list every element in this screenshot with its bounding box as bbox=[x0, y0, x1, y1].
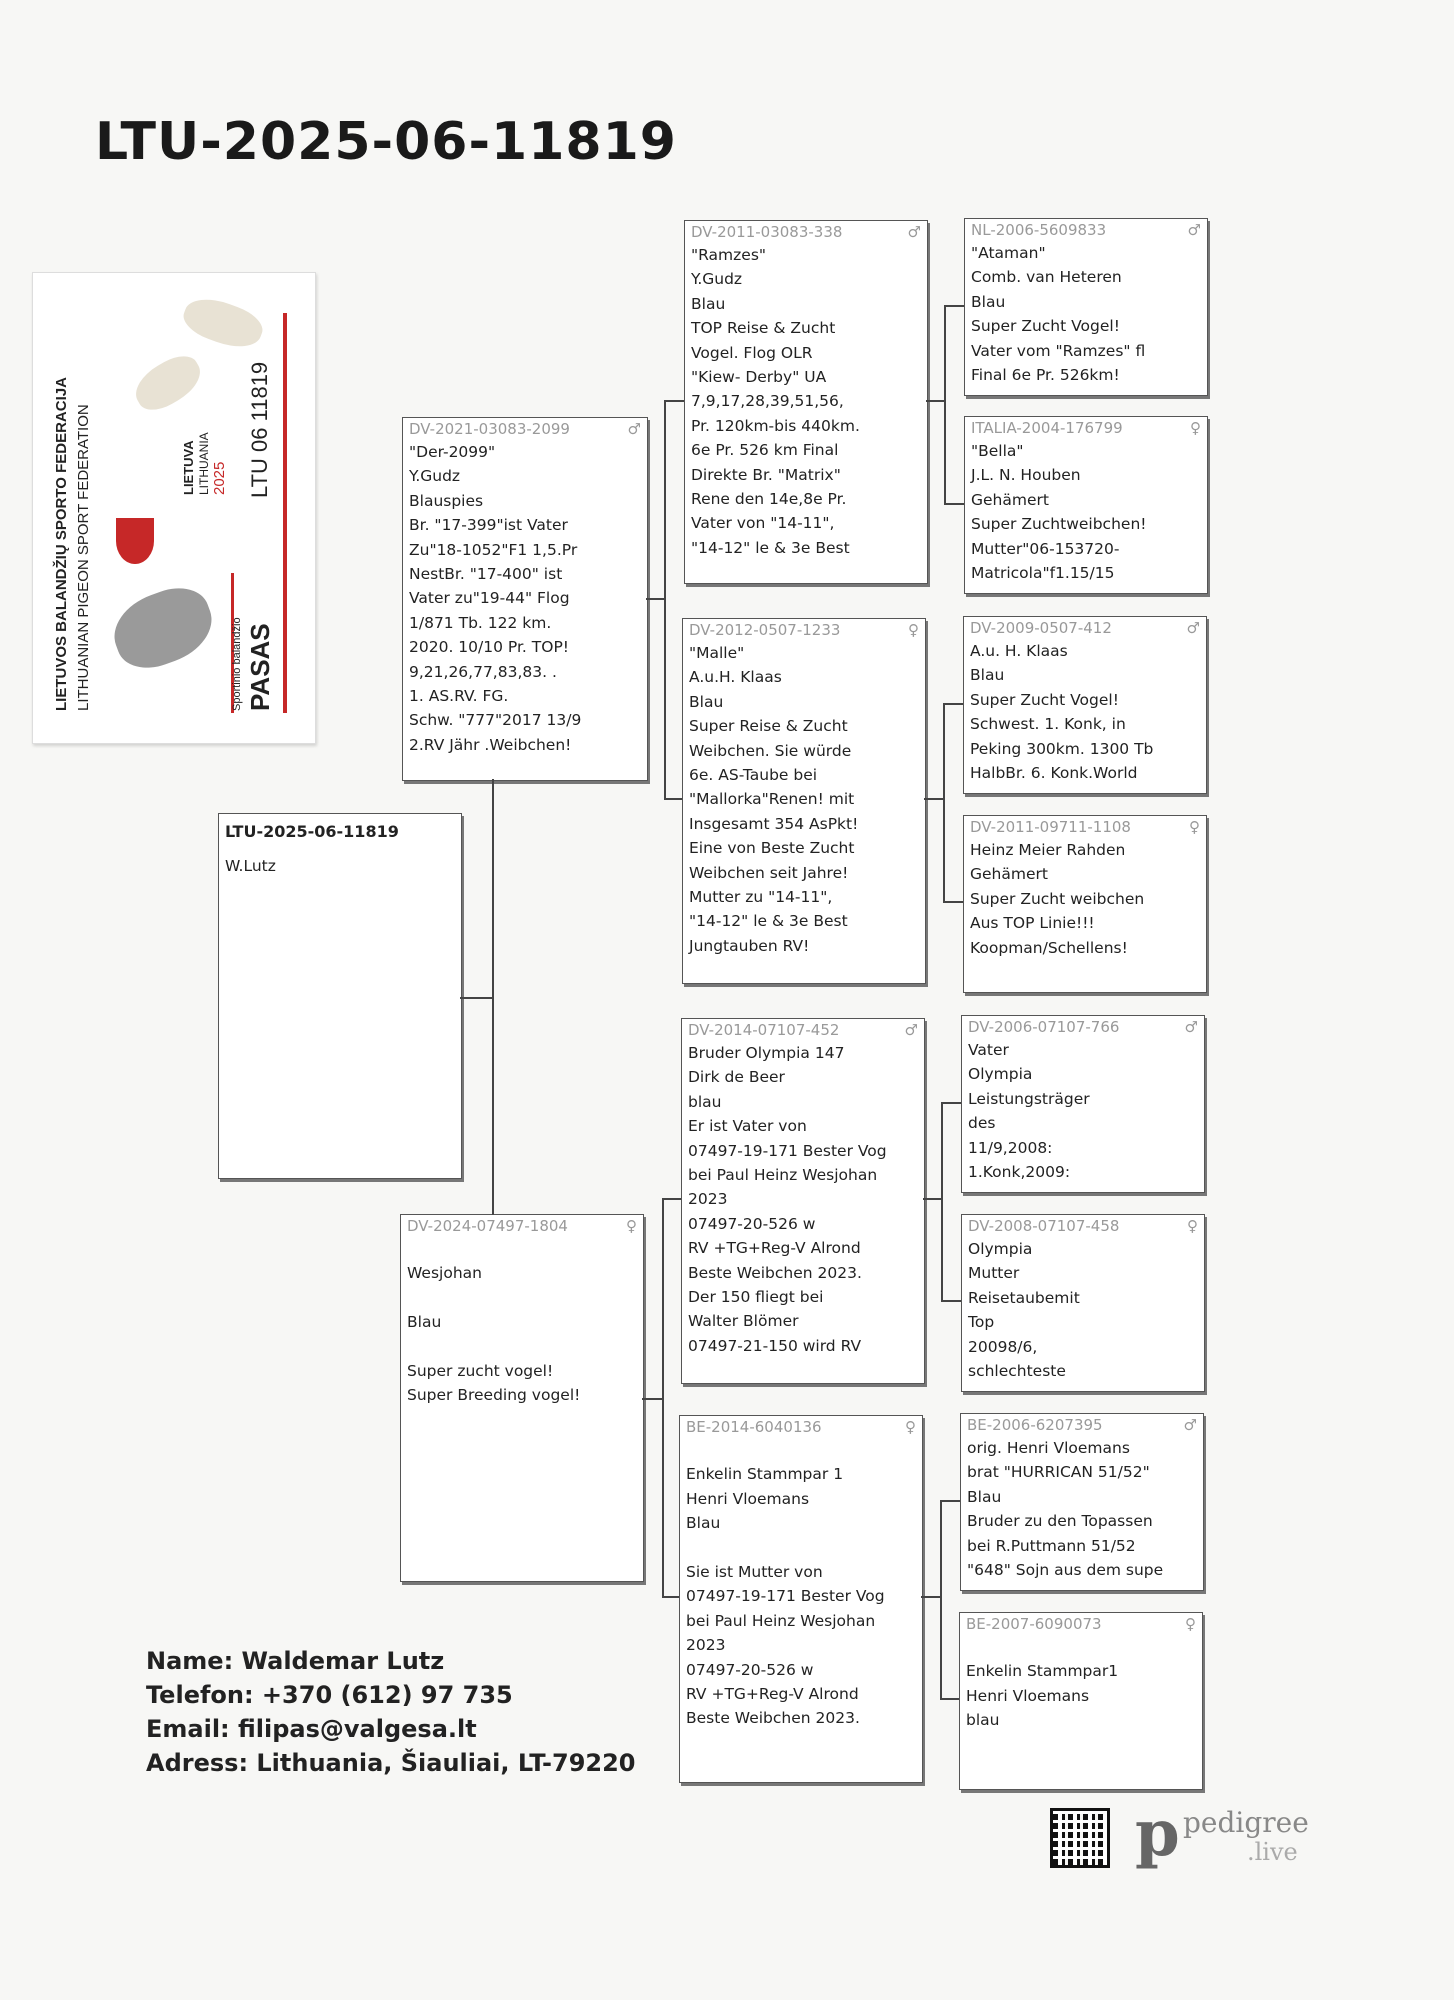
connector-line bbox=[941, 1102, 943, 1301]
contact-phone: Telefon: +370 (612) 97 735 bbox=[146, 1681, 513, 1709]
card-text bbox=[33, 273, 315, 743]
info-line: Schwest. 1. Konk, in bbox=[970, 715, 1126, 734]
ring-number: NL-2006-5609833 bbox=[971, 221, 1107, 239]
sex-icon: ♂ bbox=[907, 223, 921, 241]
info-line: Mutter bbox=[968, 1264, 1020, 1283]
info-line: Super zucht vogel! bbox=[407, 1361, 554, 1380]
info-line: "Bella" bbox=[971, 442, 1024, 460]
sex-icon: ♂ bbox=[904, 1021, 918, 1039]
info-line: Blau bbox=[971, 292, 1006, 311]
ring-number: DV-2011-03083-338 bbox=[691, 223, 843, 241]
dam-box[interactable] bbox=[400, 1214, 644, 1582]
info-line: Wesjohan bbox=[407, 1264, 482, 1283]
doc-subtitle: Sportinio balandžio bbox=[231, 617, 243, 711]
info-line: Blau bbox=[686, 1514, 721, 1533]
info-line: Direkte Br. "Matrix" bbox=[691, 465, 841, 484]
sex-icon: ♀ bbox=[1190, 419, 1201, 437]
sire-box[interactable] bbox=[402, 417, 648, 781]
info-line: 07497-20-526 w bbox=[688, 1214, 816, 1233]
sex-icon: ♂ bbox=[1184, 1018, 1198, 1036]
doc-title: PASAS bbox=[245, 623, 275, 711]
info-line: Blauspies bbox=[409, 491, 484, 510]
ring-header bbox=[965, 219, 1207, 241]
info-line: Bruder Olympia 147 bbox=[688, 1044, 845, 1062]
info-line: HalbBr. 6. Konk.World bbox=[970, 764, 1138, 783]
ring-header bbox=[960, 1613, 1202, 1635]
info-line: Rene den 14e,8e Pr. bbox=[691, 490, 847, 509]
info-line: bei Paul Heinz Wesjohan bbox=[688, 1166, 878, 1185]
connector-line bbox=[924, 798, 943, 800]
pedigree-live-logo[interactable] bbox=[1135, 1796, 1310, 1872]
info-line: Vater von "14-11", bbox=[691, 514, 835, 533]
ring-header bbox=[403, 418, 647, 440]
page-title: LTU-2025-06-11819 bbox=[95, 112, 677, 172]
contact-address: Adress: Lithuania, Šiauliai, LT-79220 bbox=[146, 1749, 636, 1777]
info-line: "Malle" bbox=[689, 644, 745, 662]
info-line: Heinz Meier Rahden bbox=[970, 841, 1126, 859]
dd-sire-box[interactable] bbox=[960, 1413, 1204, 1591]
sex-icon: ♀ bbox=[1187, 1217, 1198, 1235]
ring-header bbox=[964, 617, 1206, 639]
info-line: Aus TOP Linie!!! bbox=[970, 914, 1095, 933]
info-line: Super Zucht Vogel! bbox=[970, 690, 1119, 709]
logo-suffix: .live bbox=[1247, 1838, 1298, 1866]
info-line: Eine von Beste Zucht bbox=[689, 839, 855, 858]
info-line: 1.Konk,2009: bbox=[968, 1163, 1071, 1182]
info-line: schlechteste bbox=[968, 1362, 1066, 1381]
info-line bbox=[966, 1635, 1196, 1659]
connector-line bbox=[941, 1102, 961, 1104]
sex-icon: ♂ bbox=[1186, 619, 1200, 637]
dam-sire-box[interactable] bbox=[681, 1018, 925, 1384]
info-line: Pr. 120km-bis 440km. bbox=[691, 416, 860, 435]
info-line: Super Reise & Zucht bbox=[689, 717, 848, 736]
connector-line bbox=[923, 1198, 941, 1200]
info-line: Weibchen seit Jahre! bbox=[689, 863, 849, 882]
info-line: Gehämert bbox=[971, 490, 1049, 509]
info-line: Olympia bbox=[968, 1065, 1033, 1084]
ring-header bbox=[962, 1215, 1204, 1237]
info-line: Vater vom "Ramzes" fl bbox=[971, 341, 1146, 360]
passport-card bbox=[32, 272, 316, 744]
year: 2025 bbox=[211, 461, 228, 495]
info-line: Der 150 fliegt bei bbox=[688, 1288, 824, 1307]
ring-number: BE-2014-6040136 bbox=[686, 1418, 822, 1436]
connector-line bbox=[460, 997, 493, 999]
info-line: 9,21,26,77,83,83. . bbox=[409, 662, 557, 681]
country-en: LITHUANIA bbox=[197, 432, 211, 495]
connector-line bbox=[940, 1500, 942, 1699]
ring-header bbox=[680, 1416, 922, 1438]
info-line: 2.RV Jähr .Weibchen! bbox=[409, 735, 572, 754]
connector-line bbox=[664, 400, 666, 800]
subject-box[interactable] bbox=[218, 813, 462, 1179]
sex-icon: ♀ bbox=[905, 1418, 916, 1436]
info-line: NestBr. "17-400" ist bbox=[409, 565, 563, 584]
info-line: "14-12" le & 3e Best bbox=[691, 538, 850, 557]
ring-number: BE-2006-6207395 bbox=[967, 1416, 1103, 1434]
connector-line bbox=[664, 400, 684, 402]
connector-line bbox=[662, 1198, 681, 1200]
connector-line bbox=[662, 1596, 679, 1598]
info-line: 2023 bbox=[686, 1636, 726, 1655]
ring-number: DV-2024-07497-1804 bbox=[407, 1217, 568, 1235]
info-line: Blau bbox=[967, 1487, 1002, 1506]
connector-line bbox=[940, 1500, 960, 1502]
info-line: 07497-21-150 wird RV bbox=[688, 1336, 862, 1355]
ring-header bbox=[683, 619, 925, 641]
info-line: Mutter zu "14-11", bbox=[689, 888, 833, 907]
ds-dam-box[interactable] bbox=[961, 1214, 1205, 1392]
ring-header bbox=[685, 221, 927, 243]
ring-number: ITALIA-2004-176799 bbox=[971, 419, 1123, 437]
info-line: 11/9,2008: bbox=[968, 1138, 1053, 1157]
info-line: Vater zu"19-44" Flog bbox=[409, 589, 570, 608]
info-line: "Ramzes" bbox=[691, 246, 767, 264]
connector-line bbox=[642, 1398, 662, 1400]
info-line: "Ataman" bbox=[971, 244, 1046, 262]
sex-icon: ♀ bbox=[908, 621, 919, 639]
info-line: Gehämert bbox=[970, 865, 1048, 884]
logo-text: pedigree bbox=[1183, 1806, 1309, 1839]
info-line: Super Breeding vogel! bbox=[407, 1386, 581, 1405]
info-line: 2023 bbox=[688, 1190, 728, 1209]
info-line: A.u.H. Klaas bbox=[689, 668, 782, 687]
info-line: des bbox=[968, 1114, 996, 1133]
ring-number: DV-2021-03083-2099 bbox=[409, 420, 570, 438]
federation-name-en: LITHUANIAN PIGEON SPORT FEDERATION bbox=[75, 404, 92, 711]
ring-header bbox=[401, 1215, 643, 1237]
info-line: Blau bbox=[691, 294, 726, 313]
info-line: 6e. AS-Taube bei bbox=[689, 766, 818, 785]
ring-number: DV-2011-09711-1108 bbox=[970, 818, 1131, 836]
contact-email: Email: filipas@valgesa.lt bbox=[146, 1715, 477, 1743]
ds-sire-box[interactable] bbox=[961, 1015, 1205, 1193]
info-line: Enkelin Stammpar 1 bbox=[686, 1465, 844, 1484]
ring-header bbox=[964, 816, 1206, 838]
info-line: Beste Weibchen 2023. bbox=[686, 1709, 860, 1728]
info-line: Super Zucht Vogel! bbox=[971, 317, 1120, 336]
info-line: "Kiew- Derby" UA bbox=[691, 368, 827, 387]
ring-number: LTU 06 11819 bbox=[247, 361, 272, 498]
info-line: Er ist Vater von bbox=[688, 1117, 807, 1136]
info-line: Vogel. Flog OLR bbox=[691, 343, 813, 362]
info-line: Peking 300km. 1300 Tb bbox=[970, 739, 1154, 758]
info-line bbox=[407, 1335, 637, 1359]
info-line: Top bbox=[968, 1313, 995, 1332]
info-line bbox=[686, 1536, 916, 1560]
info-line: Beste Weibchen 2023. bbox=[688, 1263, 862, 1282]
info-line: Koopman/Schellens! bbox=[970, 938, 1128, 957]
info-line: Super Zucht weibchen bbox=[970, 889, 1145, 908]
connector-line bbox=[943, 901, 963, 903]
ss-dam-box[interactable] bbox=[964, 416, 1208, 594]
info-line: Dirk de Beer bbox=[688, 1068, 785, 1087]
sex-icon: ♀ bbox=[626, 1217, 637, 1235]
dd-dam-box[interactable] bbox=[959, 1612, 1203, 1790]
contact-info bbox=[146, 1644, 636, 1780]
connector-line bbox=[944, 305, 946, 504]
connector-line bbox=[926, 400, 944, 402]
info-line: A.u. H. Klaas bbox=[970, 642, 1068, 660]
info-line: Weibchen. Sie würde bbox=[689, 741, 852, 760]
ring-header bbox=[962, 1016, 1204, 1038]
info-line: Jungtauben RV! bbox=[689, 936, 810, 955]
ring-number: DV-2006-07107-766 bbox=[968, 1018, 1120, 1036]
ring-number: DV-2008-07107-458 bbox=[968, 1217, 1120, 1235]
sex-icon: ♂ bbox=[1187, 221, 1201, 239]
info-line: Blau bbox=[407, 1313, 442, 1332]
info-line: RV +TG+Reg-V Alrond bbox=[688, 1239, 861, 1258]
info-line: 07497-19-171 Bester Vog bbox=[688, 1141, 887, 1160]
info-line: Bruder zu den Topassen bbox=[967, 1512, 1153, 1531]
connector-line bbox=[662, 1198, 664, 1598]
info-line: 20098/6, bbox=[968, 1337, 1038, 1356]
info-line: "648" Sojn aus dem supe bbox=[967, 1561, 1164, 1580]
info-line: Olympia bbox=[968, 1240, 1033, 1258]
ring-number: DV-2009-0507-412 bbox=[970, 619, 1112, 637]
connector-line bbox=[664, 798, 682, 800]
info-line: 1. AS.RV. FG. bbox=[409, 687, 509, 706]
sex-icon: ♀ bbox=[1185, 1615, 1196, 1633]
info-line: 6e Pr. 526 km Final bbox=[691, 441, 839, 460]
sex-icon: ♀ bbox=[1189, 818, 1200, 836]
info-line: Enkelin Stammpar1 bbox=[966, 1662, 1119, 1681]
info-line: Zu"18-1052"F1 1,5.Pr bbox=[409, 540, 578, 559]
info-line: Insgesamt 354 AsPkt! bbox=[689, 814, 859, 833]
info-line: Matricola"f1.15/15 bbox=[971, 564, 1115, 583]
ss-sire-box[interactable] bbox=[964, 218, 1208, 396]
info-line: Y.Gudz bbox=[409, 467, 461, 486]
info-line: blau bbox=[688, 1092, 722, 1111]
info-line: Henri Vloemans bbox=[966, 1686, 1090, 1705]
info-line: Final 6e Pr. 526km! bbox=[971, 366, 1120, 385]
connector-line bbox=[492, 779, 494, 1215]
info-line: Reisetaubemit bbox=[968, 1288, 1080, 1307]
connector-line bbox=[921, 1596, 940, 1598]
info-line bbox=[407, 1286, 637, 1310]
info-line: 7,9,17,28,39,51,56, bbox=[691, 392, 844, 411]
info-line: RV +TG+Reg-V Alrond bbox=[686, 1685, 859, 1704]
qr-code-icon[interactable] bbox=[1050, 1808, 1110, 1868]
info-line: TOP Reise & Zucht bbox=[691, 319, 836, 338]
info-line: bei R.Puttmann 51/52 bbox=[967, 1536, 1136, 1555]
connector-line bbox=[646, 598, 664, 600]
ring-header bbox=[682, 1019, 924, 1041]
sire-sire-box[interactable] bbox=[684, 220, 928, 584]
ring-number: DV-2012-0507-1233 bbox=[689, 621, 841, 639]
connector-line bbox=[944, 503, 964, 505]
info-line: Super Zuchtweibchen! bbox=[971, 515, 1147, 534]
sex-icon: ♂ bbox=[1183, 1416, 1197, 1434]
info-line: "Mallorka"Renen! mit bbox=[689, 790, 855, 809]
info-line bbox=[686, 1438, 916, 1462]
logo-letter: p bbox=[1135, 1796, 1180, 1871]
info-line: Comb. van Heteren bbox=[971, 268, 1122, 287]
info-line: Vater bbox=[968, 1041, 1009, 1059]
info-line: Blau bbox=[689, 692, 724, 711]
sire-dam-box[interactable] bbox=[682, 618, 926, 984]
info-line: Mutter"06-153720- bbox=[971, 539, 1120, 558]
ring-header bbox=[965, 417, 1207, 439]
connector-line bbox=[941, 1300, 961, 1302]
info-line: brat "HURRICAN 51/52" bbox=[967, 1463, 1150, 1482]
info-line: 2020. 10/10 Pr. TOP! bbox=[409, 638, 570, 657]
info-line: Br. "17-399"ist Vater bbox=[409, 516, 568, 535]
ring-number: DV-2014-07107-452 bbox=[688, 1021, 840, 1039]
info-line: blau bbox=[966, 1711, 1000, 1730]
connector-line bbox=[944, 305, 964, 307]
info-line: 07497-20-526 w bbox=[686, 1660, 814, 1679]
info-line: 07497-19-171 Bester Vog bbox=[686, 1587, 885, 1606]
info-line: Walter Blömer bbox=[688, 1312, 799, 1331]
ring-number: BE-2007-6090073 bbox=[966, 1615, 1102, 1633]
ring-header bbox=[961, 1414, 1203, 1436]
connector-line bbox=[943, 703, 963, 705]
federation-name-lt: LIETUVOS BALANDŽIŲ SPORTO FEDERACIJA bbox=[53, 377, 70, 711]
dam-dam-box[interactable] bbox=[679, 1415, 923, 1783]
info-line: orig. Henri Vloemans bbox=[967, 1439, 1130, 1457]
info-line: Schw. "777"2017 13/9 bbox=[409, 711, 582, 730]
info-line: 1/871 Tb. 122 km. bbox=[409, 613, 552, 632]
contact-name: Name: Waldemar Lutz bbox=[146, 1647, 445, 1675]
info-line: J.L. N. Houben bbox=[971, 466, 1081, 485]
info-line: Leistungsträger bbox=[968, 1089, 1090, 1108]
info-line bbox=[407, 1237, 637, 1261]
info-line: Blau bbox=[970, 666, 1005, 685]
info-line: bei Paul Heinz Wesjohan bbox=[686, 1611, 876, 1630]
connector-line bbox=[940, 1698, 959, 1700]
info-line: Sie ist Mutter von bbox=[686, 1563, 823, 1581]
connector-line bbox=[943, 703, 945, 902]
info-line: Y.Gudz bbox=[691, 270, 743, 289]
subject-ring: LTU-2025-06-11819 bbox=[225, 822, 399, 841]
sex-icon: ♂ bbox=[627, 420, 641, 438]
info-line: "14-12" le & 3e Best bbox=[689, 912, 848, 931]
country-lt: LIETUVA bbox=[181, 440, 196, 495]
sd-sire-box[interactable] bbox=[963, 616, 1207, 794]
subject-owner: W.Lutz bbox=[225, 857, 276, 876]
info-line: "Der-2099" bbox=[409, 443, 496, 461]
info-line: Henri Vloemans bbox=[686, 1489, 810, 1508]
sd-dam-box[interactable] bbox=[963, 815, 1207, 993]
